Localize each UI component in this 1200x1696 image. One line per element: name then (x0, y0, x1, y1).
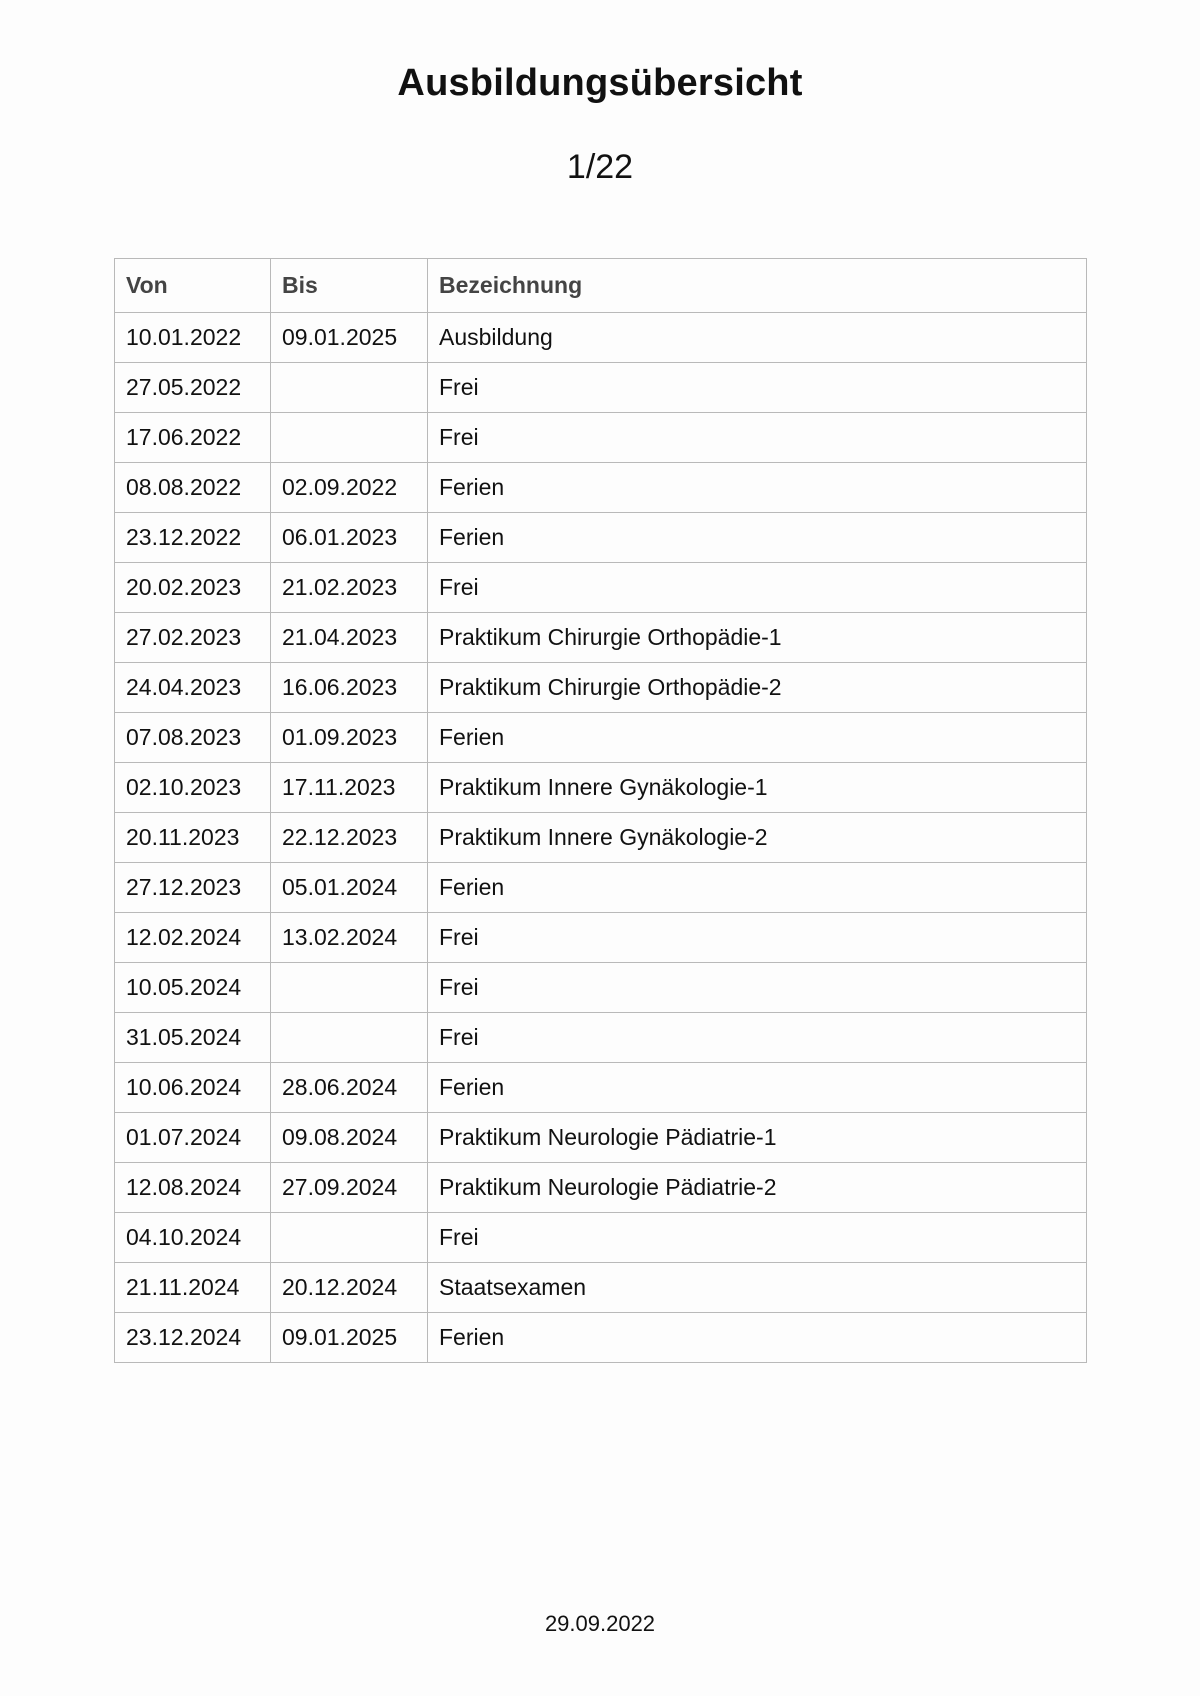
cell-from: 24.04.2023 (115, 663, 271, 713)
table-row (115, 513, 1087, 563)
cell-label: Frei (428, 963, 1087, 1013)
cell-to: 16.06.2023 (271, 663, 428, 713)
cell-from: 04.10.2024 (115, 1213, 271, 1263)
cell-to: 21.02.2023 (271, 563, 428, 613)
cell-from: 27.05.2022 (115, 363, 271, 413)
table-row (115, 1263, 1087, 1313)
cell-to: 28.06.2024 (271, 1063, 428, 1113)
cell-label: Frei (428, 363, 1087, 413)
cell-label: Praktikum Innere Gynäkologie-1 (428, 763, 1087, 813)
cell-to: 06.01.2023 (271, 513, 428, 563)
cell-label: Praktikum Neurologie Pädiatrie-1 (428, 1113, 1087, 1163)
cell-label: Ferien (428, 1313, 1087, 1363)
table-row (115, 913, 1087, 963)
table-row (115, 1213, 1087, 1263)
cell-to (271, 1213, 428, 1263)
cell-label: Ferien (428, 713, 1087, 763)
cell-from: 20.11.2023 (115, 813, 271, 863)
cell-to: 01.09.2023 (271, 713, 428, 763)
table-row (115, 363, 1087, 413)
cell-label: Frei (428, 413, 1087, 463)
footer-date: 29.09.2022 (544, 1611, 656, 1636)
table-row (115, 763, 1087, 813)
cell-from: 23.12.2022 (115, 513, 271, 563)
table-row (115, 463, 1087, 513)
table-row (115, 1063, 1087, 1113)
cell-label: Ferien (428, 513, 1087, 563)
table-row (115, 1113, 1087, 1163)
cell-to: 21.04.2023 (271, 613, 428, 663)
cell-label: Praktikum Innere Gynäkologie-2 (428, 813, 1087, 863)
cell-label: Praktikum Chirurgie Orthopädie-1 (428, 613, 1087, 663)
cell-from: 17.06.2022 (115, 413, 271, 463)
cell-label: Ferien (428, 863, 1087, 913)
cell-label: Staatsexamen (428, 1263, 1087, 1313)
cell-from: 27.02.2023 (115, 613, 271, 663)
column-header-label: Bezeichnung (428, 259, 1087, 313)
cell-from: 02.10.2023 (115, 763, 271, 813)
table-row (115, 1013, 1087, 1063)
cell-from: 08.08.2022 (115, 463, 271, 513)
table-row (115, 413, 1087, 463)
cell-to: 02.09.2022 (271, 463, 428, 513)
table-row (115, 563, 1087, 613)
cell-from: 20.02.2023 (115, 563, 271, 613)
cell-label: Frei (428, 1013, 1087, 1063)
cell-from: 07.08.2023 (115, 713, 271, 763)
column-header-to: Bis (271, 259, 428, 313)
cell-to (271, 963, 428, 1013)
cell-from: 10.06.2024 (115, 1063, 271, 1113)
cell-to: 05.01.2024 (271, 863, 428, 913)
cell-label: Frei (428, 913, 1087, 963)
table-row (115, 713, 1087, 763)
page-indicator: 1/22 (566, 148, 634, 186)
table-body (115, 313, 1087, 1363)
page-title: Ausbildungsübersicht (397, 62, 803, 104)
cell-to: 22.12.2023 (271, 813, 428, 863)
cell-label: Praktikum Chirurgie Orthopädie-2 (428, 663, 1087, 713)
cell-to: 09.01.2025 (271, 313, 428, 363)
table-row (115, 963, 1087, 1013)
cell-from: 01.07.2024 (115, 1113, 271, 1163)
cell-to: 20.12.2024 (271, 1263, 428, 1313)
cell-label: Frei (428, 563, 1087, 613)
table-row (115, 813, 1087, 863)
cell-from: 10.05.2024 (115, 963, 271, 1013)
cell-to: 27.09.2024 (271, 1163, 428, 1213)
cell-label: Frei (428, 1213, 1087, 1263)
table-row (115, 1163, 1087, 1213)
cell-label: Praktikum Neurologie Pädiatrie-2 (428, 1163, 1087, 1213)
cell-label: Ferien (428, 1063, 1087, 1113)
cell-to (271, 363, 428, 413)
table-row (115, 863, 1087, 913)
table-row (115, 613, 1087, 663)
table-header-row (115, 259, 1087, 313)
cell-to: 13.02.2024 (271, 913, 428, 963)
cell-to: 09.08.2024 (271, 1113, 428, 1163)
cell-to (271, 413, 428, 463)
cell-label: Ausbildung (428, 313, 1087, 363)
cell-from: 12.02.2024 (115, 913, 271, 963)
cell-to: 17.11.2023 (271, 763, 428, 813)
table-row (115, 1313, 1087, 1363)
cell-to: 09.01.2025 (271, 1313, 428, 1363)
cell-from: 23.12.2024 (115, 1313, 271, 1363)
cell-from: 27.12.2023 (115, 863, 271, 913)
cell-to (271, 1013, 428, 1063)
cell-label: Ferien (428, 463, 1087, 513)
column-header-from: Von (115, 259, 271, 313)
cell-from: 21.11.2024 (115, 1263, 271, 1313)
table-row (115, 663, 1087, 713)
table-row (115, 313, 1087, 363)
cell-from: 12.08.2024 (115, 1163, 271, 1213)
training-overview-table (114, 258, 1087, 1363)
cell-from: 31.05.2024 (115, 1013, 271, 1063)
cell-from: 10.01.2022 (115, 313, 271, 363)
